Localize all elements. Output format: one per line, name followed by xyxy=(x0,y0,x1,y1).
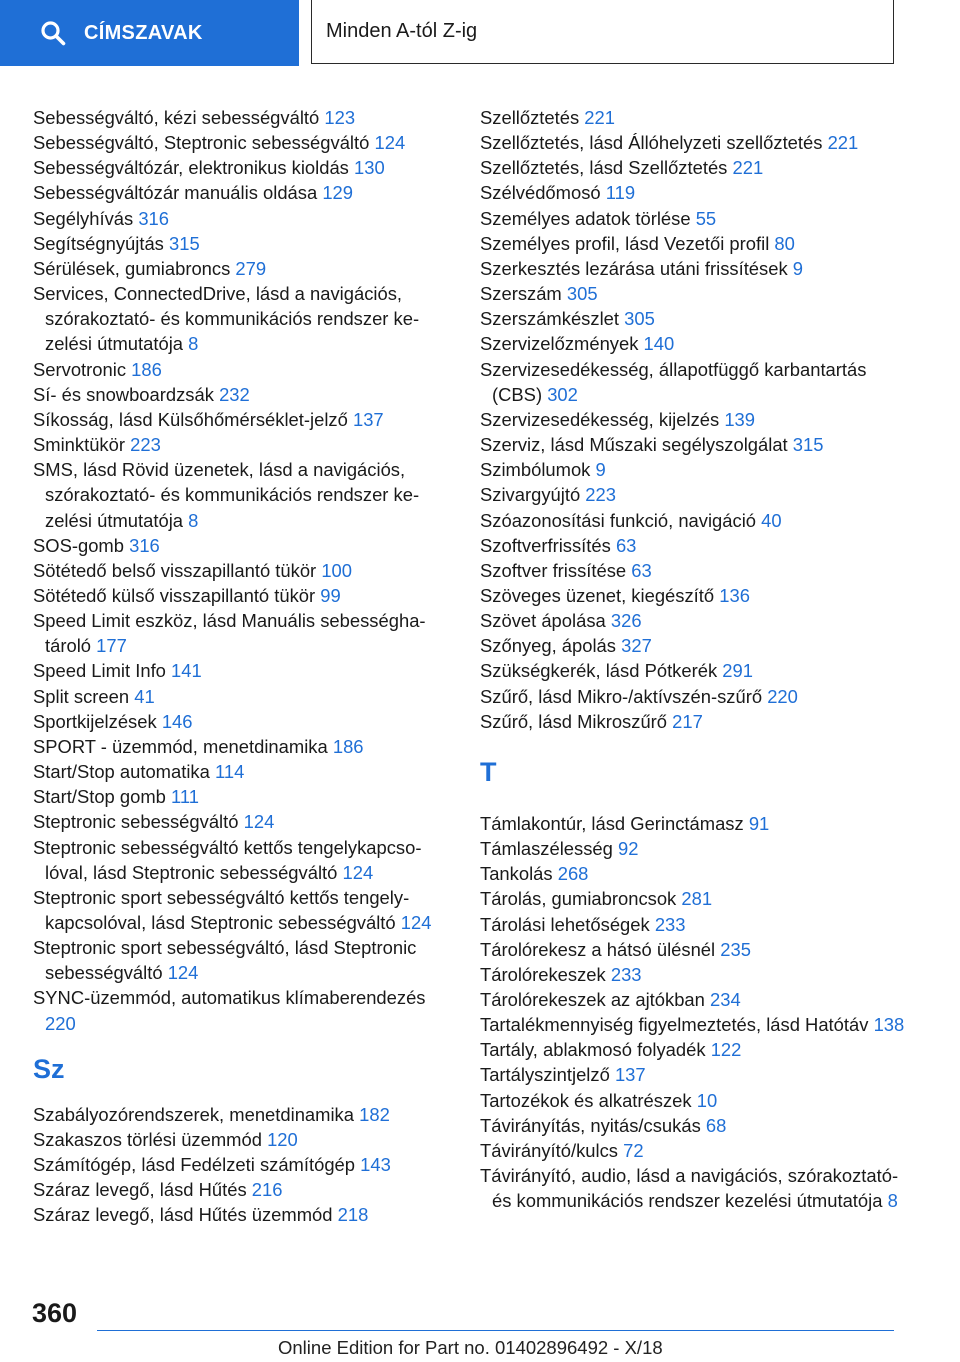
index-entry-text: Szakaszos törlési üzemmód xyxy=(33,1128,262,1150)
page-link[interactable]: 8 xyxy=(188,333,199,355)
page-link[interactable]: 8 xyxy=(188,509,199,531)
page-link[interactable]: 80 xyxy=(774,232,795,254)
page-link[interactable]: 233 xyxy=(654,913,686,935)
page-link[interactable]: 99 xyxy=(320,584,341,606)
index-entry xyxy=(480,206,920,231)
index-entry xyxy=(480,962,920,987)
index-entry-text: Szabályozórendszerek, menetdinamika xyxy=(33,1103,354,1125)
page-link[interactable]: 305 xyxy=(624,308,655,330)
page-link[interactable]: 221 xyxy=(827,132,859,154)
index-entry xyxy=(480,331,920,356)
page-link[interactable]: 41 xyxy=(134,685,155,707)
top-navigation xyxy=(0,0,960,66)
index-entry-text: SOS-gomb xyxy=(33,534,124,556)
index-entry xyxy=(33,1127,448,1152)
page-link[interactable]: 111 xyxy=(171,786,199,808)
index-entry-text: SMS, lásd Rövid üzenetek, lásd a navigációs, szórakoztató- és kommunikációs rendszer kezelési útmutatója xyxy=(33,459,420,531)
index-entry xyxy=(33,1177,448,1202)
page-link[interactable]: 123 xyxy=(324,107,356,128)
index-entry xyxy=(33,155,448,180)
index-entry xyxy=(33,432,448,457)
index-entry xyxy=(33,885,448,935)
page-link[interactable]: 139 xyxy=(724,408,755,430)
index-entry xyxy=(33,231,448,256)
page-link[interactable]: 232 xyxy=(219,383,250,405)
index-entry-text: Tartály, ablakmosó folyadék xyxy=(480,1039,706,1061)
page-link[interactable]: 92 xyxy=(618,838,639,860)
page-link[interactable]: 136 xyxy=(719,584,750,606)
index-entry-text: Speed Limit eszköz, lásd Manuális sebességhatároló xyxy=(33,610,426,657)
index-entry-text: Steptronic sport sebességváltó kettős tengelykapcsolóval, lásd Steptronic sebességváltó xyxy=(33,886,410,933)
page-link[interactable]: 130 xyxy=(354,157,385,179)
page-link[interactable]: 316 xyxy=(138,207,170,229)
index-entry xyxy=(480,684,920,709)
page-link[interactable]: 9 xyxy=(792,257,804,279)
index-entry-text: Számítógép, lásd Fedélzeti számítógép xyxy=(33,1154,356,1176)
index-entry-text: Tárolórekeszek az ajtókban xyxy=(480,989,705,1010)
index-entry xyxy=(33,734,448,759)
search-icon xyxy=(40,20,66,46)
page-link[interactable]: 302 xyxy=(547,383,578,405)
index-entry xyxy=(33,1102,448,1127)
index-entry-text: Szellőztetés, lásd Szellőztetés xyxy=(480,157,728,179)
index-entry-text: SPORT - üzemmód, menetdinamika xyxy=(33,735,328,757)
index-entry-text: Steptronic sebességváltó kettős tengelykapcsolóval, lásd Steptronic sebességváltó xyxy=(33,836,422,883)
page-link[interactable]: 146 xyxy=(161,710,193,732)
index-entry-text: Szélvédőmosó xyxy=(480,182,601,204)
page-link[interactable]: 223 xyxy=(130,434,161,456)
page-link[interactable]: 315 xyxy=(169,232,200,254)
index-entry-text: Split screen xyxy=(33,685,130,707)
index-entry-text: Tartalékmennyiség figyelmeztetés, lásd Hatótáv xyxy=(480,1014,869,1036)
page-link[interactable]: 177 xyxy=(96,635,127,657)
page-link[interactable]: 124 xyxy=(167,962,199,984)
page-link[interactable]: 235 xyxy=(720,938,751,960)
page-link[interactable]: 220 xyxy=(45,1012,76,1034)
page-link[interactable]: 143 xyxy=(360,1154,391,1176)
index-entry xyxy=(480,1037,920,1062)
index-entry-text: Távirányító/kulcs xyxy=(480,1139,618,1161)
index-entry-text: Szövet ápolása xyxy=(480,610,606,632)
index-entry-text: Szivargyújtó xyxy=(480,484,581,506)
index-entry-text: Szimbólumok xyxy=(480,459,591,481)
index-entry xyxy=(33,558,448,583)
index-entry xyxy=(480,658,920,683)
index-entry-text: SYNC-üzemmód, automatikus klímaberendezés xyxy=(33,987,426,1009)
index-entry xyxy=(33,608,448,658)
page-link[interactable]: 281 xyxy=(681,888,713,910)
index-entry-text: Támlaszélesség xyxy=(480,838,613,860)
page-link[interactable]: 217 xyxy=(672,710,703,732)
index-entry-text: Speed Limit Info xyxy=(33,660,166,682)
index-entry xyxy=(33,407,448,432)
index-entry-text: Sebességváltó, kézi sebességváltó xyxy=(33,107,320,128)
page-link[interactable]: 129 xyxy=(322,182,354,204)
index-entry-text: Szervizesedékesség, kijelzés xyxy=(480,408,720,430)
page-link[interactable]: 63 xyxy=(631,559,652,581)
page-link[interactable]: 68 xyxy=(705,1114,727,1136)
index-entry xyxy=(33,759,448,784)
index-entry-text: Szerszámkészlet xyxy=(480,308,619,330)
index-entry xyxy=(480,1113,920,1138)
page-link[interactable]: 218 xyxy=(337,1204,369,1226)
page-number: 360 xyxy=(32,1298,78,1328)
page-link[interactable]: 91 xyxy=(748,812,770,834)
index-entry xyxy=(480,180,920,205)
footer-edition: Online Edition for Part no. 01402896492 - X/18 xyxy=(278,1337,663,1358)
section-heading-wrap xyxy=(480,734,920,811)
index-entry xyxy=(480,281,920,306)
page-link[interactable]: 216 xyxy=(251,1179,283,1201)
index-entry xyxy=(33,809,448,834)
index-entry-text: Sebességváltózár manuális oldása xyxy=(33,182,318,204)
index-entry-text: Tartozékok és alkatrészek xyxy=(480,1089,692,1111)
index-entry-text: Sminktükör xyxy=(33,434,125,456)
page-link[interactable]: 305 xyxy=(566,283,598,305)
page-link[interactable]: 137 xyxy=(614,1064,646,1086)
page-link[interactable]: 119 xyxy=(605,182,636,204)
index-entry-text: Tárolórekeszek xyxy=(480,963,606,985)
index-entry xyxy=(480,407,920,432)
index-entry xyxy=(480,709,920,734)
index-entry xyxy=(33,105,448,130)
index-entry-text: Szűrő, lásd Mikro-/aktívszén-szűrő xyxy=(480,685,763,707)
index-column-right xyxy=(480,105,920,1213)
index-entry xyxy=(480,811,920,836)
index-entry-text: Tartályszintjelző xyxy=(480,1064,610,1086)
index-entry-text: Szervizelőzmények xyxy=(480,333,639,355)
page-link[interactable]: 221 xyxy=(584,107,615,128)
page-link[interactable]: 120 xyxy=(267,1128,298,1150)
page-link[interactable]: 72 xyxy=(623,1139,644,1161)
index-entry-text: Szoftverfrissítés xyxy=(480,534,611,556)
index-entry-text: Szellőztetés xyxy=(480,107,580,128)
page-link[interactable]: 40 xyxy=(761,509,782,531)
index-entry xyxy=(33,684,448,709)
index-entry xyxy=(480,155,920,180)
page-link[interactable]: 234 xyxy=(710,989,741,1010)
tab-a-to-z-label: Minden A-tól Z-ig xyxy=(326,20,478,42)
index-entry-text: Személyes adatok törlése xyxy=(480,207,691,229)
index-entry xyxy=(480,558,920,583)
index-entry xyxy=(480,987,920,1012)
page-link[interactable]: 9 xyxy=(595,459,606,481)
index-entry-text: Servotronic xyxy=(33,358,127,380)
index-entry xyxy=(33,256,448,281)
page-link[interactable]: 100 xyxy=(321,559,352,581)
index-entry-text: Szűrő, lásd Mikroszűrő xyxy=(480,710,668,732)
index-entry xyxy=(33,658,448,683)
index-entry-text: Személyes profil, lásd Vezetői profil xyxy=(480,232,770,254)
index-entry xyxy=(480,432,920,457)
index-entry xyxy=(33,935,448,985)
tab-keywords[interactable] xyxy=(0,0,299,66)
index-entry-text: Támlakontúr, lásd Gerinctámasz xyxy=(480,812,744,834)
page-link[interactable]: 233 xyxy=(610,963,642,985)
index-entry xyxy=(33,457,448,532)
index-entry xyxy=(33,357,448,382)
index-entry-text: Szöveges üzenet, kiegészítő xyxy=(480,584,715,606)
page-link[interactable]: 279 xyxy=(235,257,267,279)
index-entry-text: Segélyhívás xyxy=(33,207,134,229)
index-entry xyxy=(33,281,448,356)
index-entry-text: Száraz levegő, lásd Hűtés xyxy=(33,1179,247,1201)
index-entry-text: Sérülések, gumiabroncs xyxy=(33,257,231,279)
page-link[interactable]: 10 xyxy=(696,1089,718,1111)
index-entry xyxy=(480,886,920,911)
index-column-left xyxy=(33,105,448,1228)
index-entry-text: Tárolás, gumiabroncsok xyxy=(480,888,677,910)
page-link[interactable]: 291 xyxy=(722,660,753,682)
index-entry xyxy=(480,608,920,633)
index-entry xyxy=(480,861,920,886)
index-entry xyxy=(480,1163,920,1213)
index-entry xyxy=(33,709,448,734)
index-entry-text: Sötétedő belső visszapillantó tükör xyxy=(33,559,317,581)
index-entry-text: Távirányító, audio, lásd a navigációs, szórakoztató- és kommunikációs rendszer kezelési útmutatója xyxy=(480,1165,899,1212)
index-entry xyxy=(33,1152,448,1177)
index-entry-text: Tárolási lehetőségek xyxy=(480,913,650,935)
index-entry-text: Steptronic sport sebességváltó, lásd Steptronic sebességváltó xyxy=(33,937,417,984)
page-link[interactable]: 138 xyxy=(873,1014,905,1036)
index-entry xyxy=(33,180,448,205)
index-entry-text: Szükségkerék, lásd Pótkerék xyxy=(480,660,718,682)
index-entry xyxy=(480,482,920,507)
index-entry xyxy=(480,1012,920,1037)
index-entry xyxy=(480,1088,920,1113)
index-entry-text: Tárolórekesz a hátsó ülésnél xyxy=(480,938,716,960)
page-link[interactable]: 220 xyxy=(767,685,798,707)
index-entry xyxy=(33,533,448,558)
page-link[interactable]: 124 xyxy=(342,861,374,883)
page-link[interactable]: 124 xyxy=(243,811,275,833)
index-entry-text: Sebességváltó, Steptronic sebességváltó xyxy=(33,132,370,154)
index-entry-text: Start/Stop gomb xyxy=(33,786,166,808)
index-entry xyxy=(33,583,448,608)
index-entry xyxy=(33,382,448,407)
index-entry xyxy=(480,256,920,281)
index-entry-text: Sportkijelzések xyxy=(33,710,157,732)
page-link[interactable]: 221 xyxy=(732,157,764,179)
index-list-sz-right xyxy=(480,105,920,734)
page-link[interactable]: 316 xyxy=(129,534,160,556)
section-heading-t: T xyxy=(480,757,497,788)
index-entry-text: Távirányítás, nyitás/csukás xyxy=(480,1114,701,1136)
index-entry-text: Tankolás xyxy=(480,863,553,885)
section-heading-sz: Sz xyxy=(33,1053,65,1084)
index-entry xyxy=(480,508,920,533)
index-entry-text: Segítségnyújtás xyxy=(33,232,164,254)
page-link[interactable]: 223 xyxy=(585,484,616,506)
index-entry xyxy=(480,533,920,558)
page-link[interactable]: 114 xyxy=(214,761,245,783)
index-entry-text: Szerviz, lásd Műszaki segélyszolgálat xyxy=(480,434,788,456)
section-heading-wrap xyxy=(33,1036,448,1102)
index-entry xyxy=(480,633,920,658)
page-link[interactable]: 124 xyxy=(400,912,432,933)
index-entry-text: Szerkesztés lezárása utáni frissítések xyxy=(480,257,788,279)
index-entry-text: Sötétedő külső visszapillantó tükör xyxy=(33,584,316,606)
index-entry-text: Sebességváltózár, elektronikus kioldás xyxy=(33,157,349,179)
tab-keywords-label: CÍMSZAVAK xyxy=(84,21,203,44)
index-entry xyxy=(480,583,920,608)
index-entry xyxy=(480,912,920,937)
page-link[interactable]: 140 xyxy=(643,333,675,355)
index-entry-text: Síkosság, lásd Külsőhőmérséklet-jelző xyxy=(33,408,348,430)
index-entry xyxy=(480,457,920,482)
index-entry xyxy=(480,105,920,130)
page-link[interactable]: 8 xyxy=(887,1190,898,1212)
index-entry-text: Szóazonosítási funkció, navigáció xyxy=(480,509,757,531)
page-link[interactable]: 137 xyxy=(352,408,384,430)
index-entry xyxy=(480,836,920,861)
index-entry xyxy=(480,231,920,256)
tab-a-to-z[interactable] xyxy=(311,0,894,64)
index-entry xyxy=(480,1138,920,1163)
index-entry xyxy=(480,1062,920,1087)
index-entry xyxy=(33,130,448,155)
page-link[interactable]: 182 xyxy=(359,1103,390,1125)
index-entry xyxy=(33,784,448,809)
index-entry xyxy=(33,835,448,885)
index-entry-text: Szoftver frissítése xyxy=(480,559,627,581)
index-entry-text: Száraz levegő, lásd Hűtés üzemmód xyxy=(33,1204,333,1226)
page-link[interactable]: 315 xyxy=(792,434,824,456)
page-link[interactable]: 63 xyxy=(615,534,637,556)
index-entry xyxy=(33,206,448,231)
page-link[interactable]: 186 xyxy=(332,735,364,757)
page-link[interactable]: 122 xyxy=(710,1039,742,1061)
index-entry-text: Szellőztetés, lásd Állóhelyzeti szellőztetés xyxy=(480,132,823,154)
index-entry-text: Services, ConnectedDrive, lásd a navigációs, szórakoztató- és kommunikációs rendszer kezelési útmutatója xyxy=(33,283,420,355)
page-link[interactable]: 124 xyxy=(374,132,406,154)
page-link[interactable]: 141 xyxy=(171,660,202,682)
footer-divider xyxy=(97,1330,894,1331)
page-link[interactable]: 186 xyxy=(131,358,162,380)
index-entry-text: Sí- és snowboardzsák xyxy=(33,383,214,405)
index-entry xyxy=(480,937,920,962)
page-link[interactable]: 55 xyxy=(695,207,717,229)
index-list-sz-left xyxy=(33,1102,448,1228)
index-entry xyxy=(480,306,920,331)
page-link[interactable]: 268 xyxy=(557,863,589,885)
index-list-t xyxy=(480,811,920,1214)
index-entry-text: Steptronic sebességváltó xyxy=(33,811,239,833)
page-link[interactable]: 327 xyxy=(621,635,652,657)
index-entry-text: Start/Stop automatika xyxy=(33,761,210,783)
index-entry-text: Szőnyeg, ápolás xyxy=(480,635,616,657)
page-link[interactable]: 326 xyxy=(610,610,642,632)
index-entry-text: Szerszám xyxy=(480,283,562,305)
index-list-s xyxy=(33,105,448,1036)
index-entry xyxy=(33,985,448,1035)
index-entry xyxy=(33,1202,448,1227)
index-entry-text: Szervizesedékesség, állapotfüggő karbantartás (CBS) xyxy=(480,358,867,405)
index-entry xyxy=(480,357,920,407)
index-entry xyxy=(480,130,920,155)
